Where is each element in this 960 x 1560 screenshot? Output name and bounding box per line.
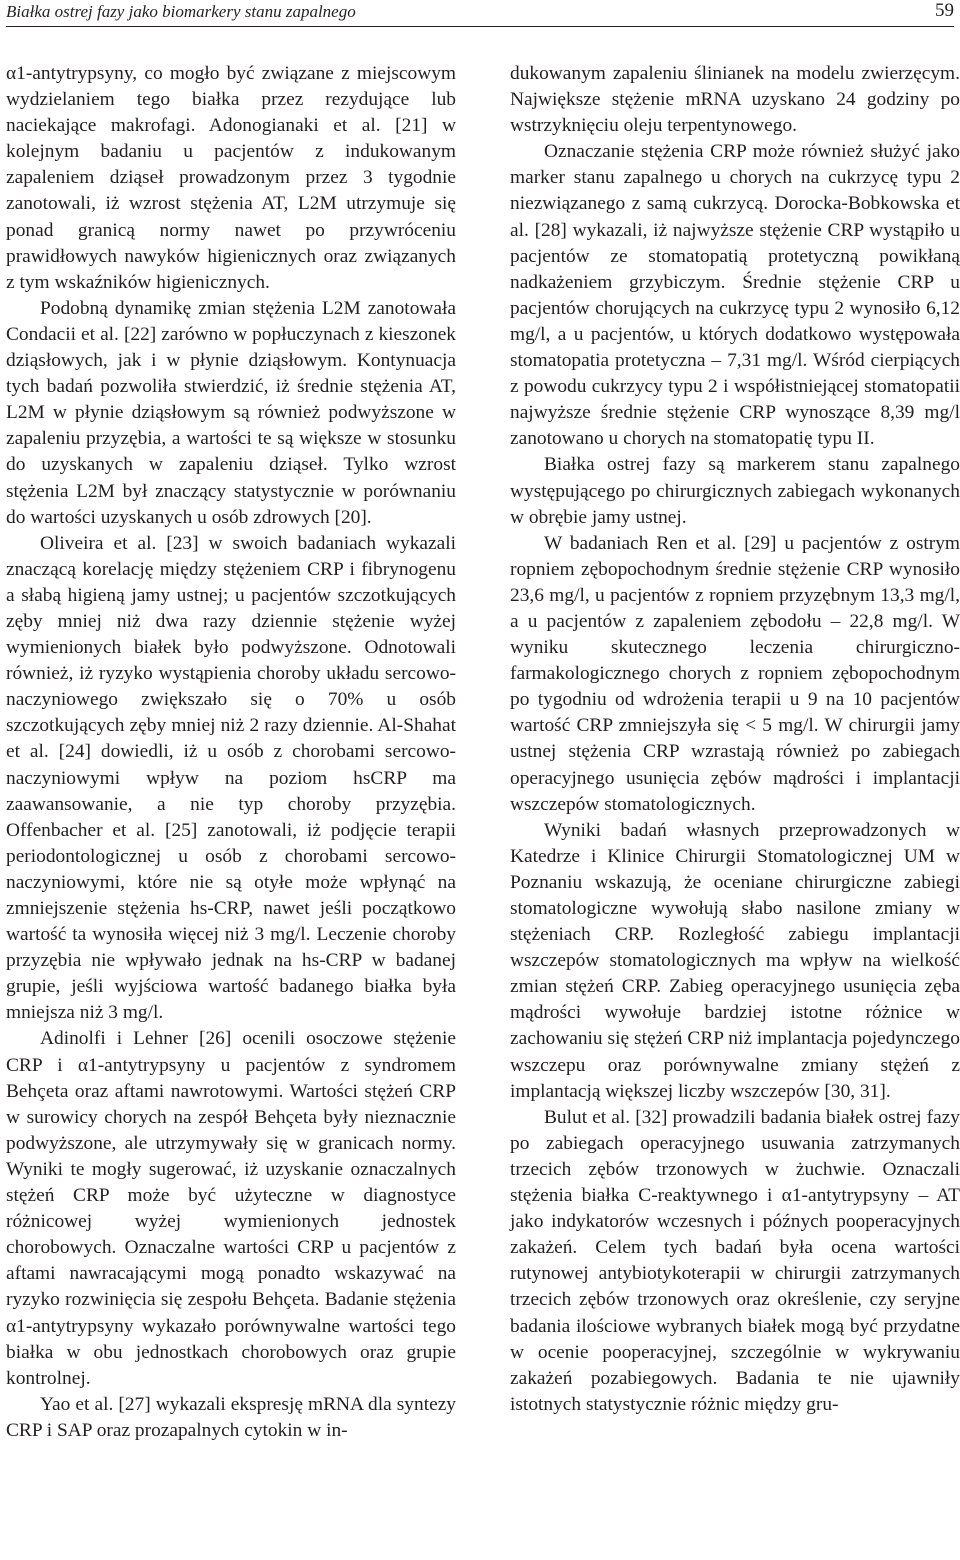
paragraph: Oznaczanie stężenia CRP może również służyć jako marker stanu zapalnego u chorych na cukrzycę typu 2 niezwiązanego z samą cukrzycą. Dorocka-Bobkowska et al. [28] wykazali, iż najwyższe stężenie CRP wystąpiło u pacjentów ze stomatopatią protetyczną powikłaną nadkażeniem grzybiczym. Średnie stężenie CRP u pacjentów chorujących na cukrzycę typu 2 wynosiło 6,12 mg/l, a u pacjentów, u których dodatkowo występowała stomatopatia protetyczna – 7,31 mg/l. Wśród cierpiących z powodu cukrzycy typu 2 i współistniejącej stomatopatii najwyższe średnie stężenie CRP wynoszące 8,39 mg/l zanotowano u chorych na stomatopatię typu II. <box>510 141 960 450</box>
paragraph: Oliveira et al. [23] w swoich badaniach wykazali znaczącą korelację między stężeniem CRP i fibrynogenu a słabą higieną jamy ustnej; u pacjentów szczotkujących zęby mniej niż dwa razy dziennie stężenie wyżej wymienionych białek było podwyższone. Odnotowali również, iż ryzyko wystąpienia choroby układu sercowo-naczyniowego zwiększało się o 70% u osób szczotkujących zęby mniej niż 2 razy dziennie. Al-Shahat et al. [24] dowiedli, iż u osób z chorobami sercowo-naczyniowymi wpływ na poziom hsCRP ma zaawansowanie, a nie typ choroby przyzębia. Offenbacher et al. [25] zanotowali, iż podjęcie terapii periodontologicznej u osób z chorobami sercowo-naczyniowymi, które nie są otyłe może wpłynąć na zmniejszenie stężenia hs-CRP, nawet jeśli początkowo wartość ta wynosiła więcej niż 3 mg/l. Leczenie choroby przyzębia nie wpływało jednak na hs-CRP w badanej grupie, jeśli wyjściowa wartość badanego białka była mniejsza niż 3 mg/l. <box>6 532 456 1024</box>
running-title: Białka ostrej fazy jako biomarkery stanu zapalnego <box>6 2 356 21</box>
paragraph: dukowanym zapaleniu ślinianek na modelu zwierzęcym. Największe stężenie mRNA uzyskano 24 godziny po wstrzyknięciu oleju terpentynowego. <box>510 63 960 137</box>
paragraph: Bulut et al. [32] prowadzili badania białek ostrej fazy po zabiegach operacyjnego usuwania zatrzymanych trzecich zębów trzonowych w żuchwie. Oznaczali stężenia białka C-reaktywnego i α1-antytrypsyny – AT jako indykatorów wczesnych i późnych pooperacyjnych zakażeń. Celem tych badań była ocena wartości rutynowej antybiotykoterapii w chirurgii zatrzymanych trzecich zębów trzonowych oraz określenie, czy seryjne badania ilościowe wybranych białek mogą być przydatne w ocenie pooperacyjnej, szczególnie w wykrywaniu zakażeń pozabiegowych. Badania te nie ujawniły istotnych statystycznie różnic między gru- <box>510 1106 960 1415</box>
paragraph: Yao et al. [27] wykazali ekspresję mRNA dla syntezy CRP i SAP oraz prozapalnych cytokin w in- <box>6 1393 456 1441</box>
paragraph: W badaniach Ren et al. [29] u pacjentów z ostrym ropniem zębopochodnym średnie stężenie CRP wynosiło 23,6 mg/l, u pacjentów z ropniem przyzębnym 13,3 mg/l, a u pacjentów z zapaleniem zębodołu – 22,8 mg/l. W wyniku skutecznego leczenia chirurgiczno-farmakologicznego chorych z ropniem zębopochodnym po tygodniu od wdrożenia terapii u 9 na 10 pacjentów wartość CRP zmniejszyła się < 5 mg/l. W chirurgii jamy ustnej stężenia CRP wzrastają również po zabiegach operacyjnego usunięcia zębów mądrości i implantacji wszczepów stomatologicznych. <box>510 532 960 815</box>
paragraph: Wyniki badań własnych przeprowadzonych w Katedrze i Klinice Chirurgii Stomatologicznej UM w Poznaniu wskazują, że oceniane chirurgiczne zabiegi stomatologiczne wywołują słabo nasilone zmiany w stężeniach CRP. Rozległość zabiegu implantacji wszczepów stomatologicznych ma wpływ na wielkość zmian stężeń CRP. Zabieg operacyjnego usunięcia zęba mądrości wywołuje bardziej istotne różnice w zachowaniu się stężeń CRP niż implantacja pojedynczego wszczepu oraz porównywalne zmiany stężeń z implantacją większej liczby wszczepów [30, 31]. <box>510 819 960 1102</box>
left-column <box>6 61 456 1444</box>
right-column <box>510 61 960 1418</box>
paragraph: α1-antytrypsyny, co mogło być związane z miejscowym wydzielaniem tego białka przez rezydujące lub naciekające makrofagi. Adonogianaki et al. [21] w kolejnym badaniu u pacjentów z indukowanym zapaleniem dziąseł prowadzonym przez 3 tygodnie zanotowali, iż wzrost stężenia AT, L2M utrzymuje się ponad granicą normy nawet po przywróceniu prawidłowych nawyków higienicznych oraz związanych z tym wskaźników higienicznych. <box>6 63 456 293</box>
paragraph: Białka ostrej fazy są markerem stanu zapalnego występującego po chirurgicznych zabiegach wykonanych w obrębie jamy ustnej. <box>510 454 960 528</box>
page-number: 59 <box>935 0 954 21</box>
running-header <box>6 0 954 27</box>
paragraph: Podobną dynamikę zmian stężenia L2M zanotowała Condacii et al. [22] zarówno w popłuczynach z kieszonek dziąsłowych, jak i w płynie dziąsłowym. Kontynuacja tych badań pozwoliła stwierdzić, iż średnie stężenia AT, L2M w płynie dziąsłowym są również podwyższone w zapaleniu przyzębia, a wartości te są większe w stosunku do uzyskanych w zapaleniu dziąseł. Tylko wzrost stężenia L2M był znaczący statystycznie w porównaniu do wartości uzyskanych u osób zdrowych [20]. <box>6 297 456 528</box>
paragraph: Adinolfi i Lehner [26] ocenili osoczowe stężenie CRP i α1-antytrypsyny u pacjentów z syndromem Behçeta oraz aftami nawrotowymi. Wartości stężeń CRP w surowicy chorych na zespół Behçeta były nieznacznie podwyższone, ale utrzymywały się w granicach normy. Wyniki te mogły sugerować, iż uzyskanie oznaczalnych stężeń CRP może być użyteczne w diagnostyce różnicowej wyżej wymienionych jednostek chorobowych. Oznaczalne wartości CRP u pacjentów z aftami nawracającymi mogą ponadto wskazywać na ryzyko rozwinięcia się zespołu Behçeta. Badanie stężenia α1-antytrypsyny wykazało porównywalne wartości tego białka w obu jednostkach chorobowych oraz grupie kontrolnej. <box>6 1028 456 1389</box>
